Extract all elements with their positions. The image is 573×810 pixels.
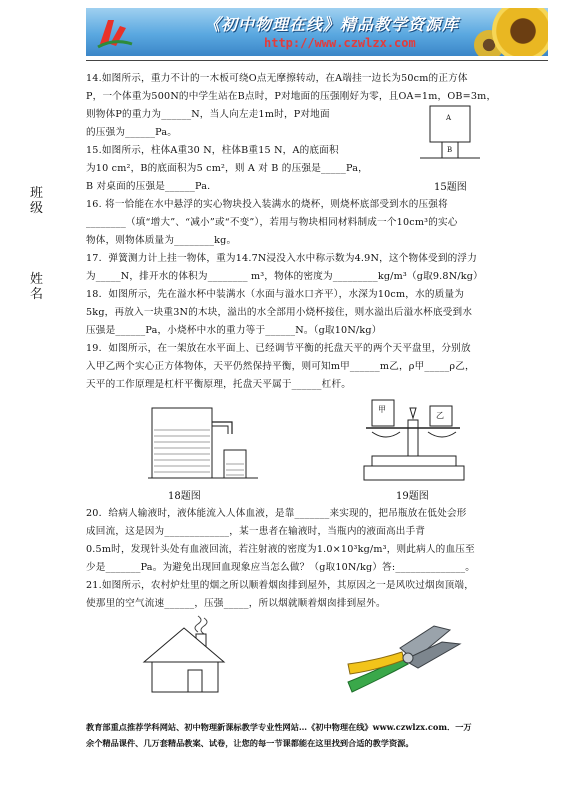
fig15-caption: 15题图 bbox=[434, 182, 467, 193]
fig19-label-jia: 甲 bbox=[378, 405, 386, 414]
q20-line-2: 成回流，这是因为_____________，某一患者在输液时，当瓶内的液面高出手背 bbox=[86, 526, 426, 537]
q14-line-3: 则物体P的重力为______N，当人向左走1m时，P对地面 bbox=[86, 109, 330, 120]
q17-line-2: 为_____N，排开水的体积为________ m³，物体的密度为_________kg/m³（g取9.8N/kg） bbox=[86, 271, 483, 282]
fig21-house-diagram bbox=[140, 614, 230, 696]
q18-line-3: 压强是______Pa，小烧杯中水的重力等于______N。（g取10N/kg） bbox=[86, 325, 382, 336]
fig15-label-a: A bbox=[446, 114, 452, 122]
q18-line-2: 5kg，再放入一块重3N的木块，溢出的水全部用小烧杯接住，则水溢出后溢水杯底受到水 bbox=[86, 307, 473, 318]
q19-line-2: 入甲乙两个实心正方体物体，天平仍然保持平衡，则可知m甲______m乙，ρ甲_____ρ乙， bbox=[86, 361, 475, 372]
q17-line-1: 17．弹簧测力计上挂一物体，重为14.7N浸没入水中称示数为4.9N，这个物体受到的浮力 bbox=[86, 253, 478, 264]
header-banner bbox=[86, 8, 548, 56]
q19-line-3: 天平的工作原理是杠杆平衡原理，托盘天平属于______杠杆。 bbox=[86, 379, 352, 390]
q16-line-2: ________（填“增大”、“减小”或“不变”），若用与物块相同材料制成一个10cm³的实心 bbox=[86, 217, 458, 228]
fig18-caption: 18题图 bbox=[168, 491, 201, 502]
q16-line-3: 物体，则物体质量为________kg。 bbox=[86, 235, 237, 246]
header-title: 《初中物理在线》精品教学资源库 bbox=[204, 15, 460, 34]
fig18-diagram bbox=[148, 400, 258, 482]
q16-line-1: 16. 将一恰能在水中悬浮的实心物块投入装满水的烧杯，则烧杯底部受到水的压强将 bbox=[86, 199, 448, 210]
q21-line-2: 使那里的空气流速______，压强_____，所以烟就顺着烟囱排到屋外。 bbox=[86, 598, 386, 609]
q15-line-2: 为10 cm²，B的底面积为5 cm²，则 A 对 B 的压强是_____Pa， bbox=[86, 163, 368, 174]
sunflower-icon bbox=[492, 8, 548, 56]
header-url[interactable]: http://www.czwlzx.com bbox=[264, 36, 416, 50]
q14-line-4: 的压强为______Pa。 bbox=[86, 127, 178, 138]
name-label: 姓名 bbox=[30, 272, 44, 302]
site-logo-icon bbox=[94, 14, 134, 52]
q19-line-1: 19．如图所示，在一架放在水平面上、已经调节平衡的托盘天平的两个天平盘里，分别放 bbox=[86, 343, 471, 354]
header-rule bbox=[86, 60, 548, 61]
footer-line-2: 余个精品课件、几万套精品教案、试卷，让您的每一节课都能在这里找到合适的教学资源。 bbox=[86, 738, 414, 748]
q21-line-1: 21.如图所示，农村炉灶里的烟之所以顺着烟囱排到屋外，其原因之一是风吹过烟囱顶端， bbox=[86, 580, 475, 591]
fig19-label-yi: 乙 bbox=[436, 411, 444, 420]
footer-line-1: 教育部重点推荐学科网站、初中物理新课标教学专业性网站…《初中物理在线》www.czwlzx.com．一万 bbox=[86, 722, 472, 732]
q18-line-1: 18．如图所示，先在溢水杯中装满水（水面与溢水口齐平），水深为10cm，水的质量为 bbox=[86, 289, 465, 300]
q14-line-2: P，一个体重为500N的中学生站在B点时，P对地面的压强刚好为零，且OA=1m，OB=3m， bbox=[86, 91, 497, 102]
pliers-icon bbox=[338, 612, 478, 696]
q14-line-1: 14.如图所示，重力不计的一木板可绕O点无摩擦转动，在A端挂一边长为50cm的正方体 bbox=[86, 73, 468, 84]
q20-line-1: 20．给病人输液时，液体能流入人体血液，是靠_______来实现的，把吊瓶放在低处会形 bbox=[86, 508, 467, 519]
fig19-caption: 19题图 bbox=[396, 491, 429, 502]
q15-line-3: B 对桌面的压强是______Pa. bbox=[86, 181, 211, 192]
fig15-label-b: B bbox=[447, 146, 453, 154]
class-label: 班级 bbox=[30, 186, 44, 216]
fig19-diagram bbox=[358, 394, 470, 486]
q20-line-3: 0.5m时，发现针头处有血液回流，若注射液的密度为1.0×10³kg/m³，则此病人的血压至 bbox=[86, 544, 475, 555]
q20-line-4: 少是_______Pa。为避免出现回血现象应当怎么做？（g取10N/kg）答:______________。 bbox=[86, 562, 476, 573]
q15-line-1: 15.如图所示，柱体A重30 N，柱体B重15 N，A的底面积 bbox=[86, 145, 339, 156]
